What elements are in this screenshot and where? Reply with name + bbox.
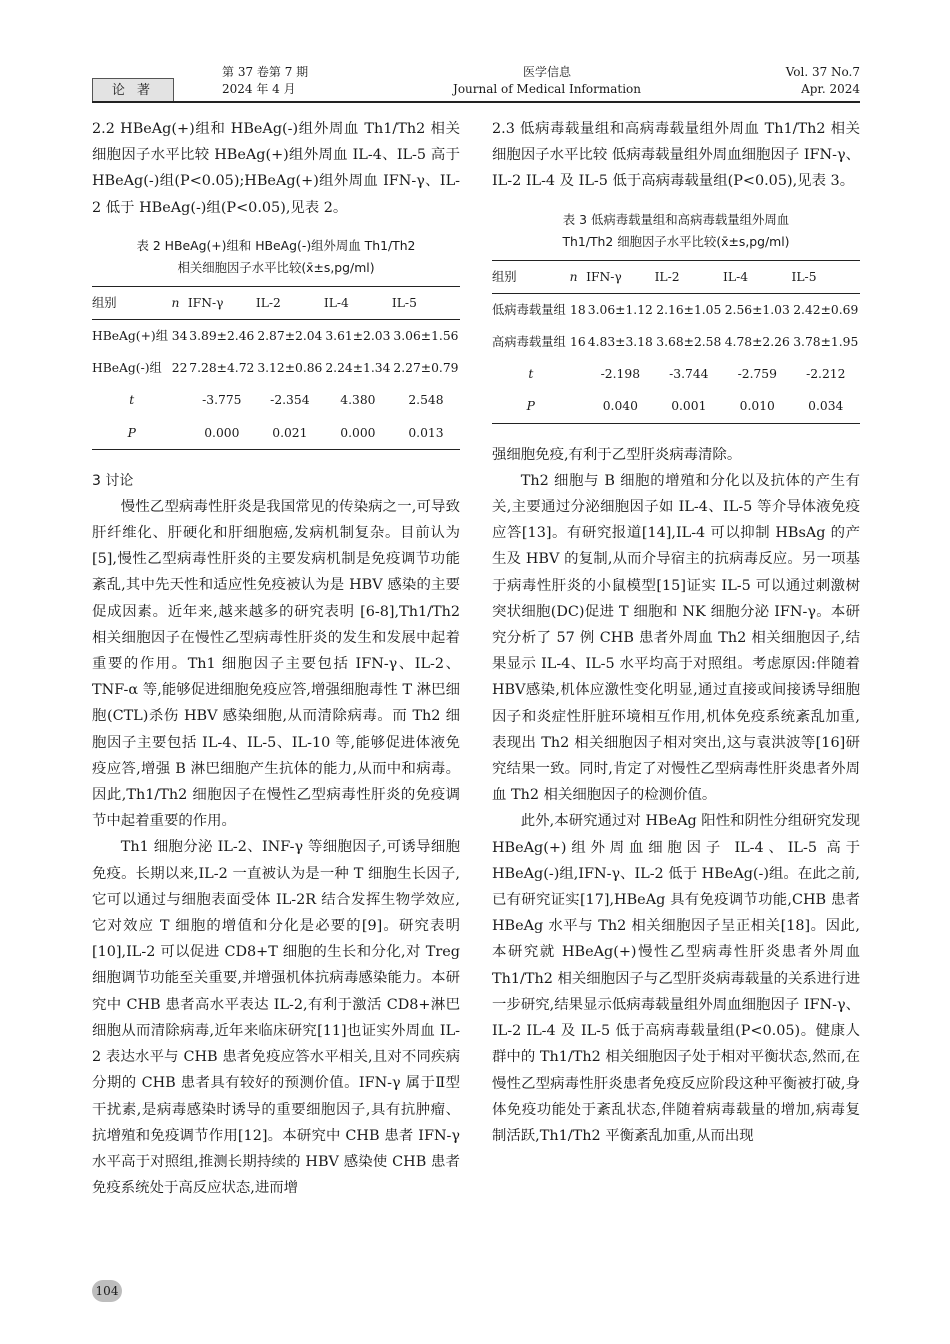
table-cell: 3.12±0.86 <box>257 361 323 376</box>
table-header-cell: 组别 <box>92 286 171 319</box>
table-header-cell: IL-4 <box>723 260 791 293</box>
table-header-cell: IL-2 <box>655 260 723 293</box>
table-cell: HBeAg(+)组 <box>92 329 168 344</box>
table-cell: 7.28±4.72 <box>189 361 255 376</box>
table-row <box>492 390 860 423</box>
table-cell: 3.78±1.95 <box>793 335 859 350</box>
journal-name-en: Journal of Medical Information <box>453 82 641 96</box>
left-column <box>92 116 460 1201</box>
table-cell: 3.06±1.12 <box>587 302 653 317</box>
body-paragraph: Th2 细胞与 B 细胞的增殖和分化以及抗体的产生有关,主要通过分泌细胞因子如 IL-4、IL-5 等介导体液免疫应答[13]。有研究报道[14],IL-4 可以抑制 HBsAg 的产生及 HBV 的复制,从而介导宿主的抗病毒反应。另一项基于病毒性肝炎的小鼠模型[15]证实 IL-5 可以通过刺激树突状细胞(DC)促进 T 细胞和 NK 细胞分泌 IFN-γ。本研究分析了 57 例 CHB 患者外周血 Th2 相关细胞因子,结果显示 IL-4、IL-5 水平均高于对照组。考虑原因:伴随着 HBV感染,机体应激性变化明显,通过直接或间接诱导细胞因子和炎症性肝脏环境相互作用,机体免疫系统紊乱加重,表现出 Th2 相关细胞因子相对突出,这与袁洪波等[16]研究结果一致。同时,肯定了对慢性乙型病毒性肝炎患者外周血 Th2 相关细胞因子的检测价值。 <box>492 472 860 804</box>
table-cell: -2.212 <box>806 367 846 382</box>
table-cell: 0.000 <box>188 417 256 450</box>
table-cell: 3.89±2.46 <box>189 329 255 344</box>
table-cell: 2.27±0.79 <box>393 361 459 376</box>
table-cell: 0.010 <box>723 390 791 423</box>
table-cell: 4.78±2.26 <box>724 335 790 350</box>
table-header-cell: IL-5 <box>392 286 460 319</box>
table-cell: 16 <box>570 335 586 350</box>
table3-caption <box>492 209 860 253</box>
table-cell: 4.380 <box>340 393 376 408</box>
table-header-cell: IFN-γ <box>188 286 256 319</box>
table-cell <box>171 384 187 416</box>
header-issue-cn <box>222 64 308 98</box>
table-cell: 高病毒载量组 <box>492 335 566 350</box>
table-header-cell: IL-5 <box>792 260 860 293</box>
table-cell: 2.548 <box>408 393 444 408</box>
table-cell: 34 <box>171 329 188 344</box>
table-cell: -2.198 <box>600 367 641 382</box>
table-cell: P <box>92 417 171 450</box>
header-rule <box>92 101 860 103</box>
body-paragraph: 慢性乙型病毒性肝炎是我国常见的传染病之一,可导致肝纤维化、肝硬化和肝细胞癌,发病机制复杂。目前认为[5],慢性乙型病毒性肝炎的主要发病机制是免疫调节功能紊乱,其中先天性和适应性免疫被认为是 HBV 感染的主要促成因素。近年来,越来越多的研究表明 [6-8],Th1/Th2 相关细胞因子在慢性乙型病毒性肝炎的发生和发展中起着重要的作用。Th1 细胞因子主要包括 IFN-γ、IL-2、TNF-α 等,能够促进细胞免疫应答,增强细胞毒性 T 淋巴细胞(CTL)杀伤 HBV 感染细胞,从而清除病毒。而 Th2 细胞因子主要包括 IL-4、IL-5、IL-10 等,能够促进体液免疫应答,增强 B 淋巴细胞产生抗体的能力,从而中和病毒。因此,Th1/Th2 细胞因子在慢性乙型病毒性肝炎的免疫调节中起着重要的作用。 <box>92 498 460 830</box>
table-cell: -3.775 <box>202 393 242 408</box>
table-cell: 3.61±2.03 <box>325 329 391 344</box>
table-cell: -3.744 <box>669 367 709 382</box>
table3-caption-line2: Th1/Th2 细胞因子水平比较(x̄±s,pg/ml) <box>562 233 790 249</box>
table-2 <box>92 286 460 450</box>
table-cell: HBeAg(-)组 <box>92 361 162 376</box>
body-paragraph: Th1 细胞分泌 IL-2、INF-γ 等细胞因子,可诱导细胞免疫。长期以来,IL-2 一直被认为是一种 T 细胞生长因子,它可以通过与细胞表面受体 IL-2R 结合发挥生物学效应,它对效应 T 细胞的增值和分化是必要的[9]。研究表明[10],IL-2 可以促进 CD8+T 细胞的生长和分化,对 Treg 细胞调节功能至关重要,并增强机体抗病毒感染能力。本研究中 CHB 患者高水平表达 IL-2,有利于激活 CD8+淋巴细胞从而清除病毒,近年来临床研究[11]也证实外周血 IL-2 表达水平与 CHB 患者免疫应答水平相关,且对不同疾病分期的 CHB 患者具有较好的预测价值。IFN-γ 属于Ⅱ型干扰素,是病毒感染时诱导的重要细胞因子,具有抗肿瘤、抗增殖和免疫调节作用[12]。本研究中 CHB 患者 IFN-γ 水平高于对照组,推测长期持续的 HBV 感染使 CHB 患者免疫系统处于高反应状态,进而增 <box>92 839 460 1197</box>
table-cell: 4.83±3.18 <box>587 335 653 350</box>
section-2-3-text: 2.3 低病毒载量组和高病毒载量组外周血 Th1/Th2 相关细胞因子水平比较 低病毒载量组外周血细胞因子 IFN-γ、IL-2 IL-4 及 IL-5 低于高病毒载量组(P<0.05),见表 3。 <box>492 121 860 190</box>
date-en: Apr. 2024 <box>801 82 860 96</box>
table-header-cell: IL-2 <box>256 286 324 319</box>
table-cell: 0.000 <box>324 417 392 450</box>
table-cell: 0.001 <box>655 390 723 423</box>
table-cell: 0.040 <box>586 390 654 423</box>
table-header-cell: n <box>171 286 187 319</box>
table-header-cell: n <box>570 260 586 293</box>
right-column <box>492 116 860 1149</box>
left-paragraphs <box>92 494 460 1201</box>
table-cell: 2.16±1.05 <box>656 302 722 317</box>
table-cell: 0.021 <box>256 417 324 450</box>
table-cell: -2.354 <box>270 393 310 408</box>
table-cell: 3.68±2.58 <box>656 335 722 350</box>
table-row <box>492 293 860 326</box>
table-row <box>92 352 460 384</box>
table-cell: 2.24±1.34 <box>325 361 391 376</box>
date-cn: 2024 年 4 月 <box>222 82 296 96</box>
section-title: 3 讨论 <box>92 472 134 489</box>
table2-caption-line2: 相关细胞因子水平比较(x̄±s,pg/ml) <box>177 259 375 275</box>
table-cell: 2.56±1.03 <box>724 302 790 317</box>
table-cell <box>570 390 586 423</box>
table-cell <box>570 358 586 390</box>
table-row <box>492 326 860 358</box>
volume-cn: 第 37 卷第 7 期 <box>222 65 309 79</box>
table2-caption-line1: 表 2 HBeAg(+)组和 HBeAg(-)组外周血 Th1/Th2 <box>136 237 416 253</box>
table-row <box>92 417 460 450</box>
table-cell: t <box>129 393 135 408</box>
table-cell <box>171 417 187 450</box>
table-header-cell: IFN-γ <box>586 260 654 293</box>
table-row <box>92 320 460 353</box>
table-cell: 低病毒载量组 <box>492 302 566 317</box>
table-3 <box>492 260 860 424</box>
table2-caption <box>92 235 460 279</box>
table3-caption-line1: 表 3 低病毒载量组和高病毒载量组外周血 <box>562 211 790 227</box>
table-cell: P <box>492 390 570 423</box>
table-header-cell: 组别 <box>492 260 570 293</box>
section-2-2-text: 2.2 HBeAg(+)组和 HBeAg(-)组外周血 Th1/Th2 相关细胞因子水平比较 HBeAg(+)组外周血 IL-4、IL-5 高于 HBeAg(-)组(P<0.05);HBeAg(+)组外周血 IFN-γ、IL-2 低于 HBeAg(-)组(P<0.05),见表 2。 <box>92 121 460 216</box>
volume-en: Vol. 37 No.7 <box>785 65 860 79</box>
table-row <box>92 384 460 416</box>
body-paragraph: 此外,本研究通过对 HBeAg 阳性和阴性分组研究发现 HBeAg(+)组外周血细胞因子 IL-4、IL-5 高于 HBeAg(-)组,IFN-γ、IL-2 低于 HBeAg(-)组。在此之前,已有研究证实[17],HBeAg 具有免疫调节功能,CHB 患者 HBeAg 水平与 Th2 相关细胞因子呈正相关[18]。因此,本研究就 HBeAg(+)慢性乙型病毒性肝炎患者外周血 Th1/Th2 相关细胞因子与乙型肝炎病毒载量的关系进行进一步研究,结果显示低病毒载量组外周血细胞因子 IFN-γ、IL-2 IL-4 及 IL-5 低于高病毒载量组(P<0.05)。健康人群中的 Th1/Th2 相关细胞因子处于相对平衡状态,然而,在慢性乙型病毒性肝炎患者免疫反应阶段这种平衡被打破,身体免疫功能处于紊乱状态,伴随着病毒载量的增加,病毒复制活跃,Th1/Th2 平衡紊乱加重,从而出现 <box>492 813 860 1144</box>
article-type-badge: 论 著 <box>92 78 174 103</box>
table-cell: 18 <box>570 302 586 317</box>
table-cell: 0.034 <box>792 390 860 423</box>
table-cell: 2.87±2.04 <box>257 329 323 344</box>
header-issue-en <box>786 64 860 98</box>
header-journal <box>452 64 642 98</box>
running-header <box>92 64 860 104</box>
body-paragraph: 强细胞免疫,有利于乙型肝炎病毒清除。 <box>492 446 742 463</box>
journal-name-cn: 医学信息 <box>522 65 571 79</box>
table-row <box>492 358 860 390</box>
right-paragraphs <box>492 442 860 1149</box>
table-header-cell: IL-4 <box>324 286 392 319</box>
page-number: 104 <box>92 1280 122 1302</box>
table-cell: 0.013 <box>392 417 460 450</box>
table-cell: -2.759 <box>737 367 777 382</box>
table-cell: 3.06±1.56 <box>393 329 459 344</box>
table-cell: t <box>528 367 534 382</box>
table-cell: 22 <box>171 361 188 376</box>
table-cell: 2.42±0.69 <box>793 302 859 317</box>
